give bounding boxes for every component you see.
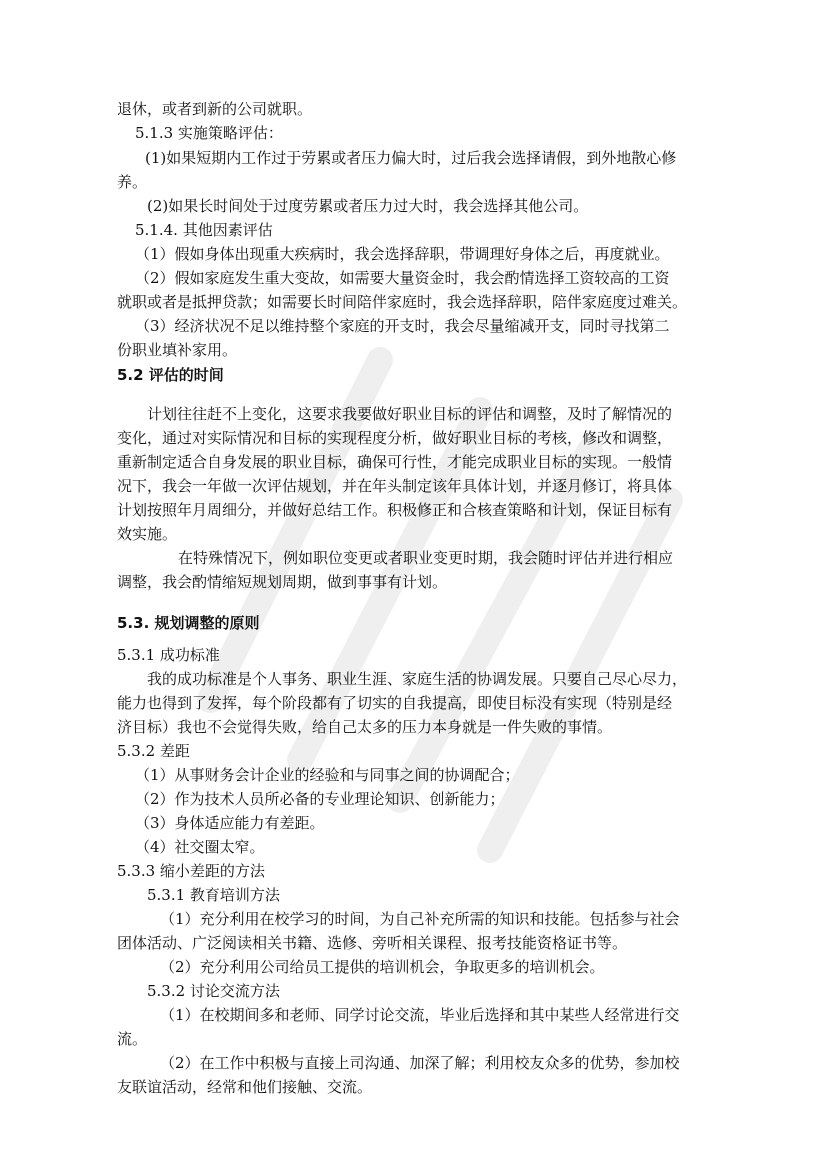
text-line: 养。 — [117, 173, 148, 191]
list-item: （1）从事财务会计企业的经验和与同事之间的协调配合； — [135, 766, 520, 784]
text-line: （1）充分利用在校学习的时间，为自己补充所需的知识和技能。包括参与社会 — [160, 910, 680, 928]
text-line: 就职或者是抵押贷款；如需要长时间陪伴家庭时，我会选择辞职，陪伴家庭度过难关。 — [117, 293, 688, 311]
text-line: 调整，我会酌情缩短规划周期，做到事事有计划。 — [117, 573, 448, 591]
list-item: （2）作为技术人员所必备的专业理论知识、创新能力； — [135, 790, 505, 808]
text-line: 退休，或者到新的公司就职。 — [117, 100, 313, 118]
section-heading: 5.1.4. 其他因素评估 — [135, 221, 273, 239]
text-line: （3）经济状况不足以维持整个家庭的开支时，我会尽量缩减开支，同时寻找第二 — [135, 317, 670, 335]
text-line: 计划按照年月周细分，并做好总结工作。积极修正和合核查策略和计划，保证目标有 — [117, 501, 673, 519]
text-line: （2）在工作中积极与直接上司沟通、加深了解；利用校友众多的优势，参加校 — [160, 1054, 680, 1072]
text-line: 计划往往赶不上变化，这要求我要做好职业目标的评估和调整，及时了解情况的 — [147, 405, 673, 423]
text-line: 流。 — [117, 1030, 148, 1048]
text-line: (2)如果长时间处于过度劳累或者压力过大时，我会选择其他公司。 — [147, 197, 589, 215]
text-line: （1）假如身体出现重大疾病时，我会选择辞职，带调理好身体之后，再度就业。 — [135, 245, 670, 263]
section-heading: 5.3.2 差距 — [117, 742, 190, 760]
text-line: 重新制定适合自身发展的职业目标，确保可行性，才能完成职业目标的实现。一般情 — [117, 453, 673, 471]
text-line: 况下，我会一年做一次评估规划，并在年头制定该年具体计划，并逐月修订，将具体 — [117, 477, 673, 495]
section-heading: 5.3.3 缩小差距的方法 — [117, 862, 265, 880]
text-line: （1）在校期间多和老师、同学讨论交流，毕业后选择和其中某些人经常进行交 — [160, 1006, 680, 1024]
section-title: 5.2 评估的时间 — [117, 366, 224, 384]
section-heading: 5.1.3 实施策略评估： — [135, 124, 283, 142]
text-line: 效实施。 — [117, 525, 178, 543]
text-line: 能力也得到了发挥，每个阶段都有了切实的自我提高，即使目标没有实现（特别是经 — [117, 694, 673, 712]
text-line: 变化，通过对实际情况和目标的实现程度分析，做好职业目标的考核，修改和调整， — [117, 429, 673, 447]
text-line: （2）假如家庭发生重大变故，如需要大量资金时，我会酌情选择工资较高的工资 — [135, 269, 670, 287]
section-heading: 5.3.2 讨论交流方法 — [147, 982, 280, 1000]
text-line: 在特殊情况下，例如职位变更或者职业变更时期，我会随时评估并进行相应 — [178, 549, 674, 567]
section-heading: 5.3.1 成功标准 — [117, 646, 220, 664]
section-heading: 5.3.1 教育培训方法 — [147, 886, 280, 904]
section-title: 5.3. 规划调整的原则 — [117, 614, 260, 632]
text-line: （2）充分利用公司给员工提供的培训机会，争取更多的培训机会。 — [160, 958, 605, 976]
text-line: 我的成功标准是个人事务、职业生涯、家庭生活的协调发展。只要自己尽心尽力， — [147, 670, 688, 688]
text-line: 济目标）我也不会觉得失败，给自己太多的压力本身就是一件失败的事情。 — [117, 718, 613, 736]
text-line: (1)如果短期内工作过于劳累或者压力偏大时，过后我会选择请假，到外地散心修 — [145, 149, 677, 167]
text-line: 友联谊活动，经常和他们接触、交流。 — [117, 1078, 373, 1096]
list-item: （3）身体适应能力有差距。 — [135, 814, 325, 832]
list-item: （4）社交圈太窄。 — [135, 838, 265, 856]
text-line: 份职业填补家用。 — [117, 341, 238, 359]
text-line: 团体活动、广泛阅读相关书籍、选修、旁听相关课程、报考技能资格证书等。 — [117, 934, 628, 952]
